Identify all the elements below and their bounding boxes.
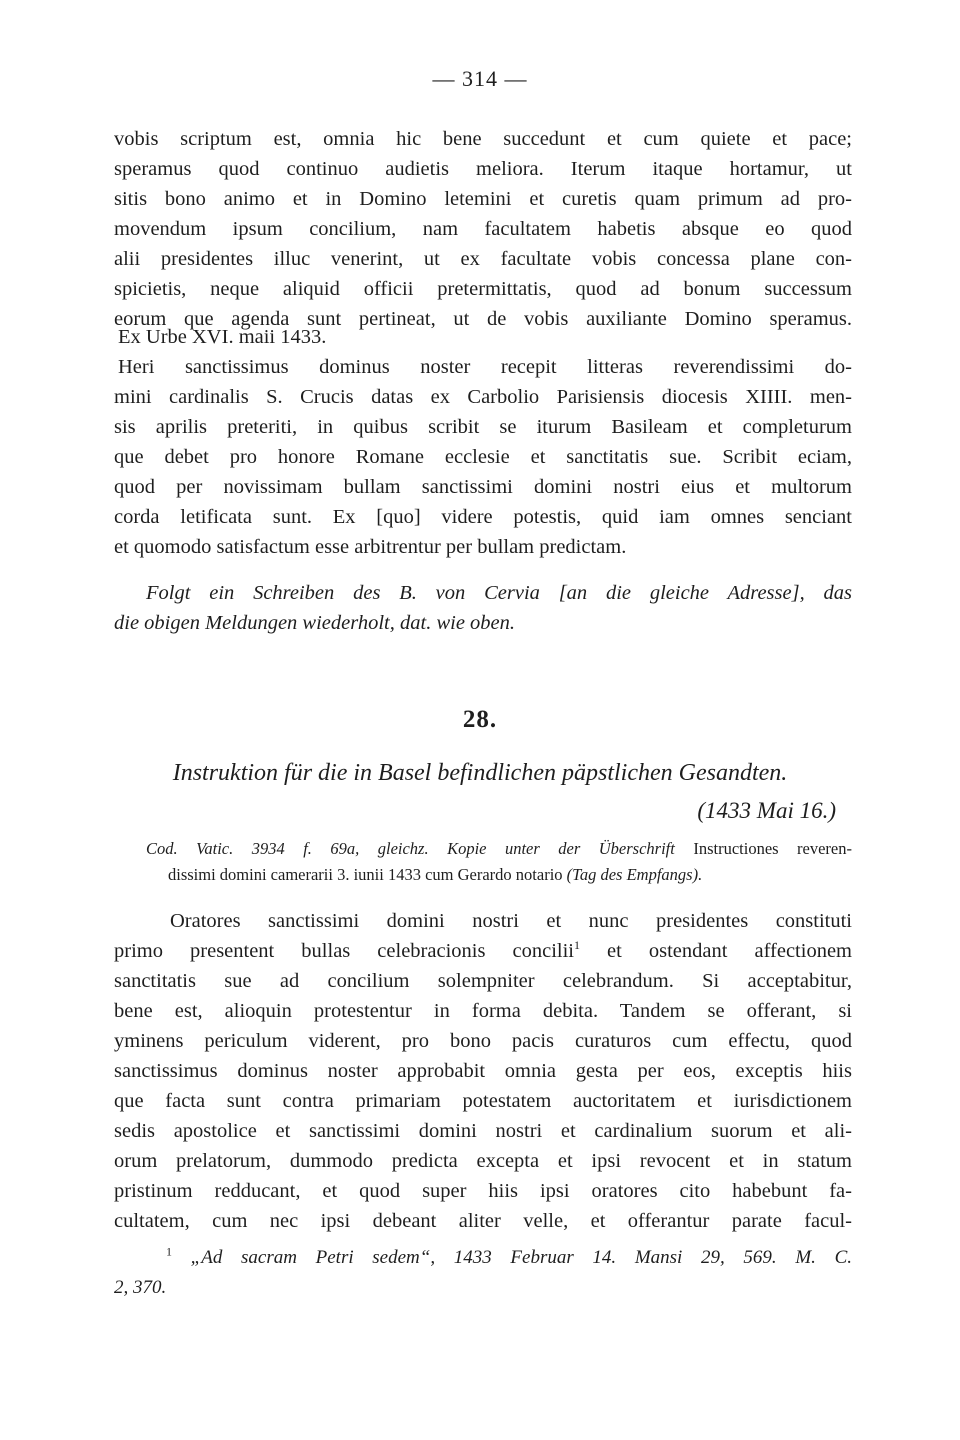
section-number: 28. xyxy=(462,706,498,733)
source-note-citation: Cod. Vatic. 3934 f. 69a, gleichz. Kopie unter der Überschrift xyxy=(146,839,675,858)
text-line: alii presidentes illuc venerint, ut ex facultate vobis concessa plane con- xyxy=(114,248,852,270)
footnote-line: 2, 370. xyxy=(114,1277,167,1298)
source-note-heading-text: dissimi domini camerarii 3. iunii 1433 cum Gerardo notario xyxy=(168,865,563,884)
editorial-note-line: Folgt ein Schreiben des B. von Cervia [an die gleiche Adresse], das xyxy=(146,582,852,604)
text-line: que debet pro honore Romane ecclesie et sanctitatis sue. Scribit eciam, xyxy=(114,446,852,468)
footnote-line xyxy=(166,1244,852,1272)
text-line: pristinum redducant, et quod super hiis ipsi oratores cito habebunt fa- xyxy=(114,1180,852,1202)
text-line: speramus quod continuo audietis meliora. Iterum itaque hortamur, ut xyxy=(114,158,852,180)
text-line: mini cardinalis S. Crucis datas ex Carbolio Parisiensis diocesis XIIII. men- xyxy=(114,386,852,408)
text-line: movendum ipsum concilium, nam facultatem habetis absque eo quod xyxy=(114,218,852,240)
source-note-heading-text: Instructiones reveren- xyxy=(693,839,852,858)
text-line: sanctitatis sue ad concilium solempniter celebrandum. Si acceptabitur, xyxy=(114,970,852,992)
text-line: quod per novissimam bullam sanctissimi domini nostri eius et multorum xyxy=(114,476,852,498)
text-line: que facta sunt contra primariam potestatem auctoritatem et iurisdictionem xyxy=(114,1090,852,1112)
footnote-text: „Ad sacram Petri sedem“, 1433 Februar 14. Mansi 29, 569. M. C. xyxy=(190,1247,853,1268)
text-segment: primo presentent bullas celebracionis concilii xyxy=(114,940,574,962)
text-line: bene est, alioquin protestentur in forma debita. Tandem se offerant, si xyxy=(114,1000,852,1022)
text-line: sis aprilis preteriti, in quibus scribit se iturum Basileam et completurum xyxy=(114,416,852,438)
text-line: spicietis, neque aliquid officii pretermittatis, quod ad bonum successum xyxy=(114,278,852,300)
text-line: vobis scriptum est, omnia hic bene succedunt et cum quiete et pace; xyxy=(114,128,852,150)
editorial-note-line: die obigen Meldungen wiederholt, dat. wie oben. xyxy=(114,612,516,634)
source-note-line xyxy=(168,862,702,888)
source-note-receipt: (Tag des Empfangs). xyxy=(566,865,703,884)
text-line: orum prelatorum, dummodo predicta excepta et ipsi revocent et in statum xyxy=(114,1150,852,1172)
text-segment: et ostendant affectionem xyxy=(607,940,852,962)
section-title: Instruktion für die in Basel befindlichen päpstlichen Gesandten. xyxy=(172,760,788,786)
footnote-reference: 1 xyxy=(573,938,580,953)
text-line: yminens periculum viderent, pro bono pacis curaturos cum effectu, quod xyxy=(114,1030,852,1052)
text-line: sanctissimus dominus noster approbabit omnia gesta per eos, exceptis hiis xyxy=(114,1060,852,1082)
text-line xyxy=(114,936,852,966)
page-number: — 314 — xyxy=(432,66,528,91)
text-line: sedis apostolice et sanctissimi domini nostri et cardinalium suorum et ali- xyxy=(114,1120,852,1142)
text-line: Heri sanctissimus dominus noster recepit litteras reverendissimi do- xyxy=(118,356,852,378)
text-line: Oratores sanctissimi domini nostri et nunc presidentes constituti xyxy=(170,910,852,932)
text-line: corda letificata sunt. Ex [quo] videre potestis, quid iam omnes senciant xyxy=(114,506,852,528)
footnote-marker: 1 xyxy=(166,1244,172,1259)
text-line: et quomodo satisfactum esse arbitrentur per bullam predictam. xyxy=(114,536,627,558)
dateline: Ex Urbe XVI. maii 1433. xyxy=(118,326,327,348)
text-line: cultatem, cum nec ipsi debeant aliter velle, et offerantur parate facul- xyxy=(114,1210,852,1232)
source-note-line xyxy=(146,836,852,862)
text-line: eorum que agenda sunt pertineat, ut de vobis auxiliante Domino speramus. xyxy=(114,308,852,330)
section-date: (1433 Mai 16.) xyxy=(697,798,836,823)
text-line: sitis bono animo et in Domino letemini et curetis quam primum ad pro- xyxy=(114,188,852,210)
